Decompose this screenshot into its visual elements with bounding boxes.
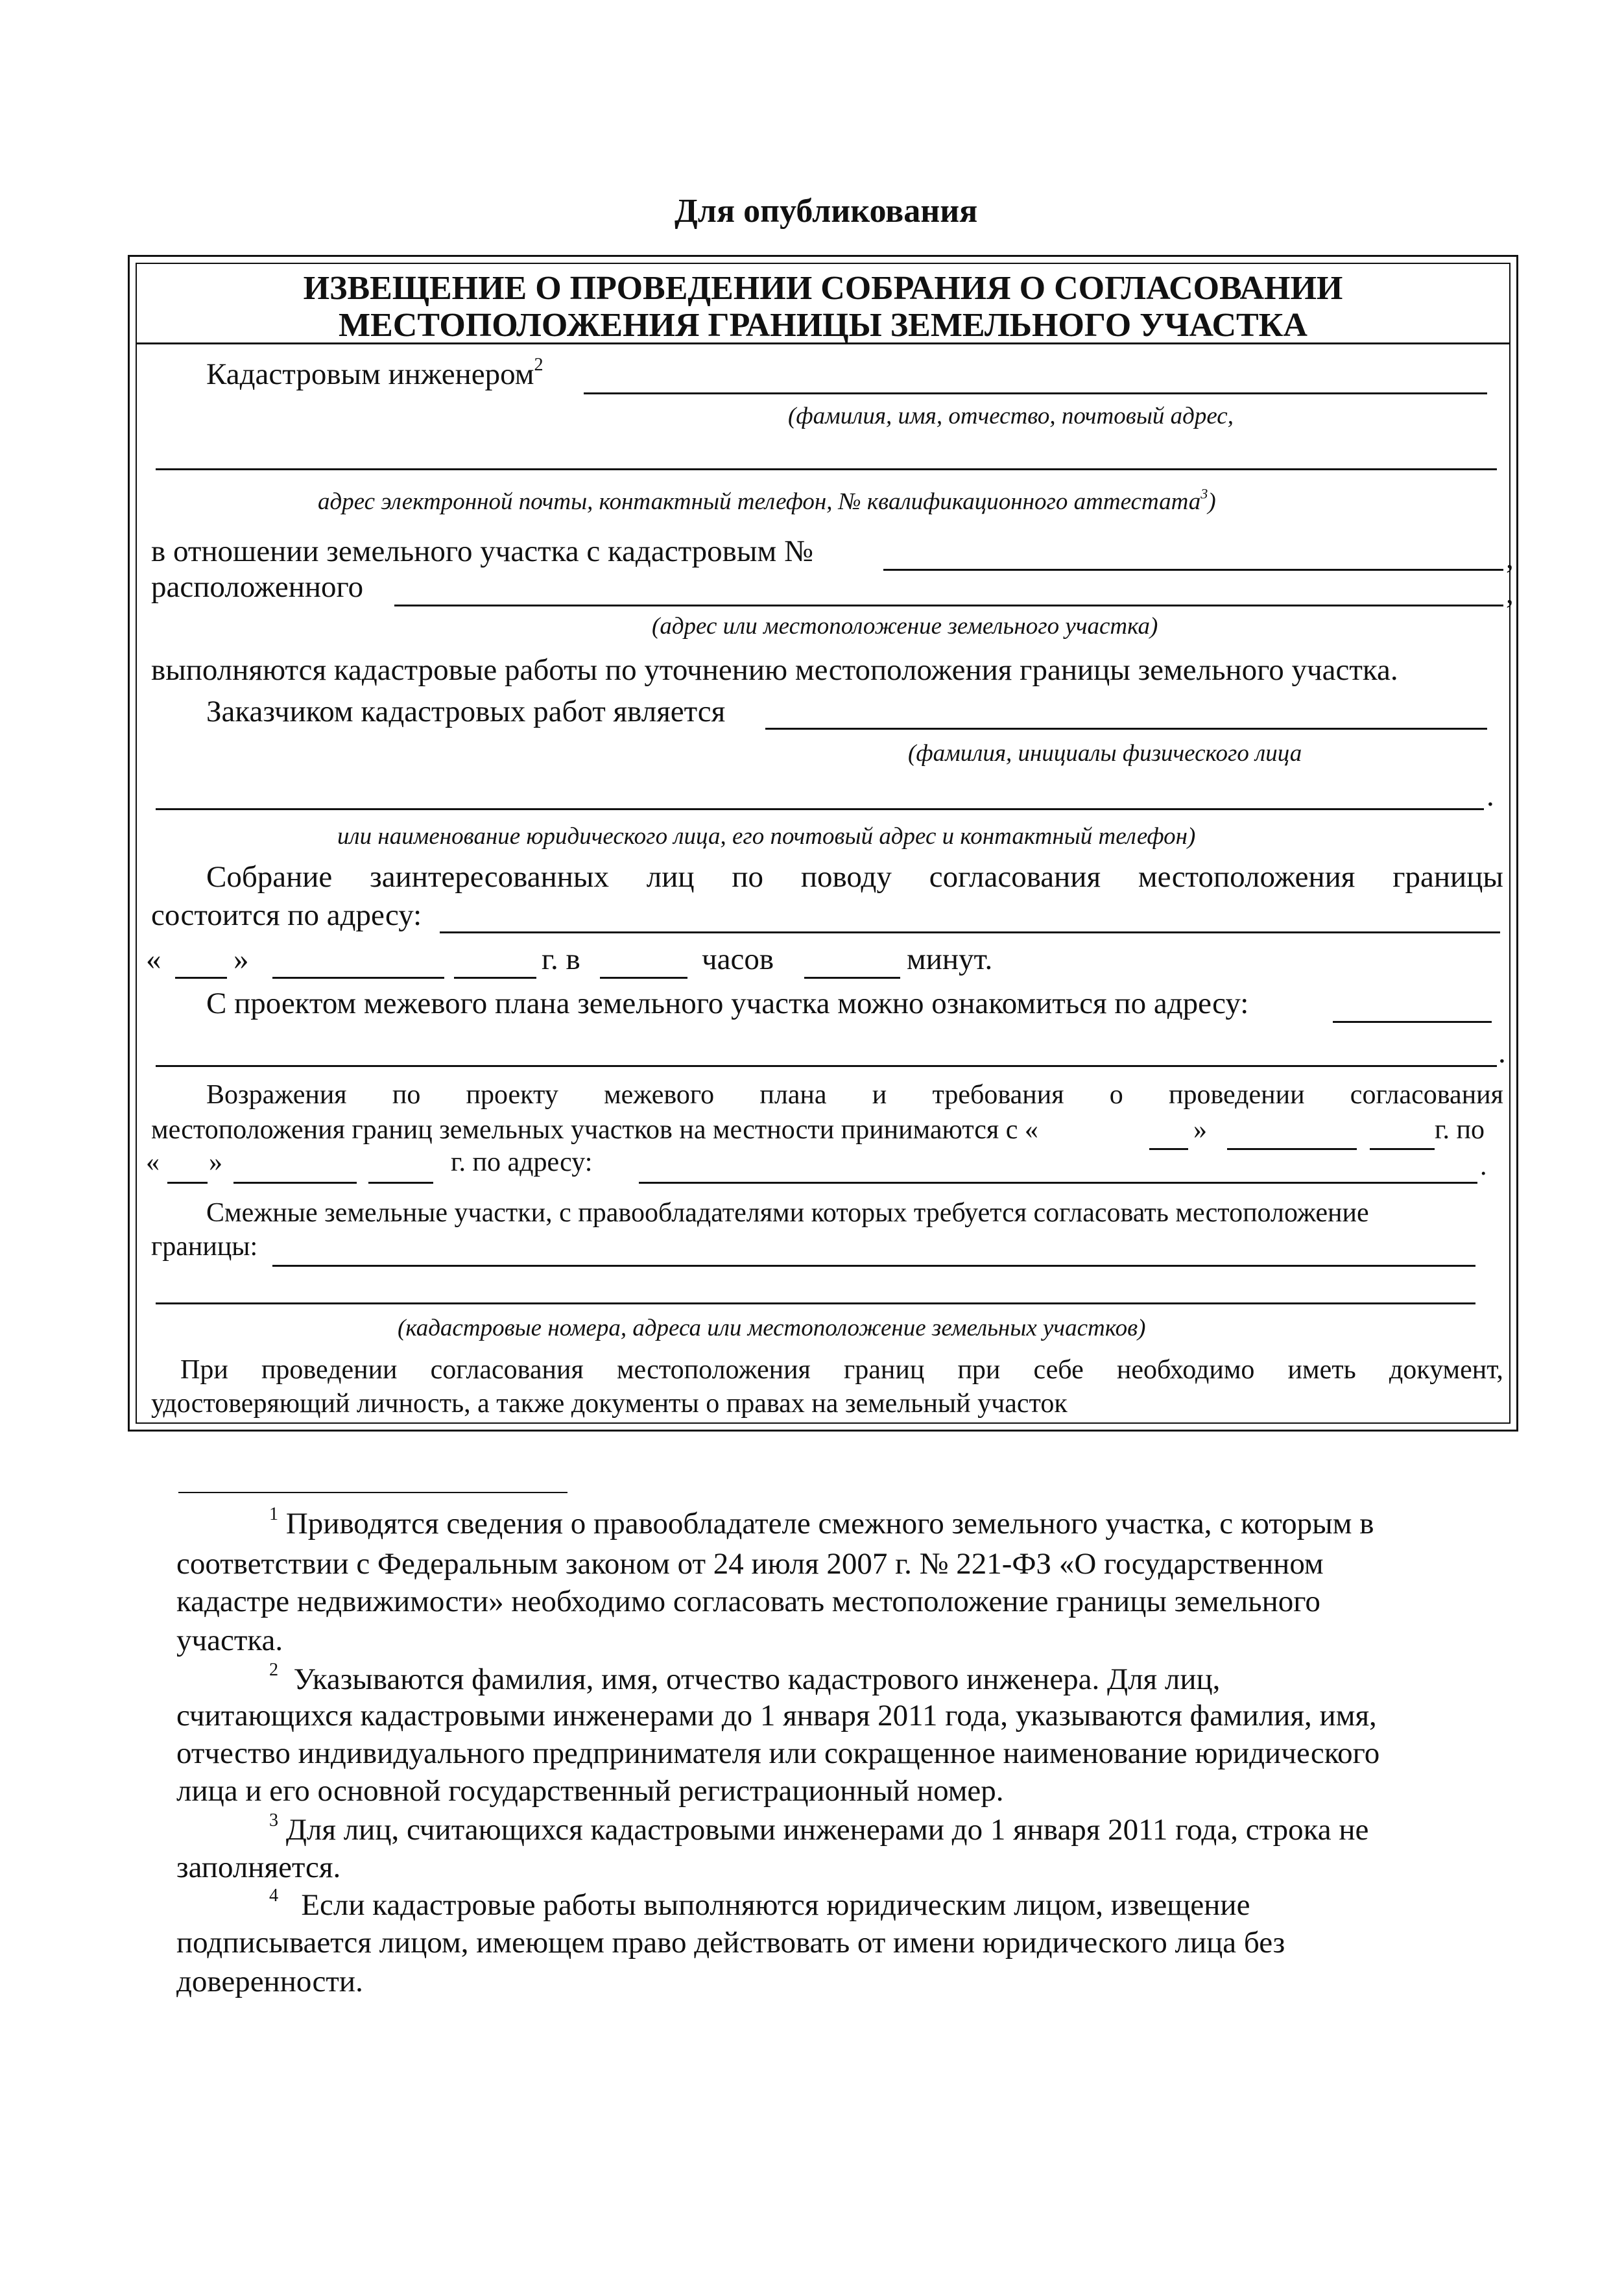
objections-end-open-quote: « <box>146 1147 160 1177</box>
objections-start-close-quote: » <box>1193 1115 1207 1145</box>
notice-title-line2: МЕСТОПОЛОЖЕНИЯ ГРАНИЦЫ ЗЕМЕЛЬНОГО УЧАСТКА <box>339 307 1308 344</box>
objections-start-day-field[interactable] <box>1149 1148 1188 1150</box>
footnote-3-line1: $^3$ Для лиц, считающихся кадастровыми инженерами до 1 января 2011 года, строка не <box>269 1810 1369 1847</box>
footnote-2-line2: считающихся кадастровыми инженерами до 1 января 2011 года, указываются фамилия, имя, <box>176 1699 1377 1732</box>
footnote-2-line4: лица и его основной государственный регистрационный номер. <box>176 1774 1004 1808</box>
footnote-1-line2: соответствии с Федеральным законом от 24 июля 2007 г. № 221-ФЗ «О государственном <box>176 1547 1324 1581</box>
customer-period: . <box>1487 779 1494 813</box>
minutes-label: минут. <box>907 942 993 976</box>
objections-address-label: г. по адресу: <box>451 1147 593 1177</box>
customer-hint2: или наименование юридического лица, его почтовый адрес и контактный телефон) <box>337 823 1196 850</box>
footnote-2-line3: отчество индивидуального предпринимателя или сокращенное наименование юридического <box>176 1736 1380 1770</box>
page-header: Для опубликования <box>675 193 978 230</box>
parcel-label: в отношении земельного участка с кадастровым № <box>151 534 813 568</box>
location-comma: , <box>1506 577 1514 610</box>
objections-start-month-field[interactable] <box>1227 1148 1357 1150</box>
project-address-field[interactable] <box>1333 1021 1492 1023</box>
adjacent-field[interactable] <box>272 1265 1475 1267</box>
year-suffix: г. в <box>542 942 580 976</box>
objections-line1: Возражения по проекту межевого плана и требования о проведении согласования <box>206 1080 1503 1110</box>
footnote-1-line1: $^1$ Приводятся сведения о правообладателе смежного земельного участка, с которым в <box>269 1504 1374 1541</box>
closing-line2: удостоверяющий личность, а также документы о правах на земельный участок <box>151 1389 1068 1419</box>
footnote-3-line2: заполняется. <box>176 1851 341 1884</box>
adjacent-label: границы: <box>151 1232 258 1262</box>
project-label: С проектом межевого плана земельного участка можно ознакомиться по адресу: <box>206 987 1249 1020</box>
adjacent-hint: (кадастровые номера, адреса или местоположение земельных участков) <box>398 1315 1146 1341</box>
adjacent-field2[interactable] <box>156 1302 1475 1304</box>
meeting-minutes-field[interactable] <box>804 977 900 979</box>
meeting-hours-field[interactable] <box>600 977 687 979</box>
date-close-quote: » <box>233 942 249 976</box>
adjacent-line1: Смежные земельные участки, с правообладателями которых требуется согласовать местоположение <box>206 1198 1369 1228</box>
engineer-label: Кадастровым инженером$^2$ <box>206 354 543 391</box>
closing-line1: При проведении согласования местоположения границ при себе необходимо иметь документ, <box>180 1355 1503 1385</box>
date-open-quote: « <box>146 942 161 976</box>
notice-title-line1: ИЗВЕЩЕНИЕ О ПРОВЕДЕНИИ СОБРАНИЯ О СОГЛАСОВАНИИ <box>303 270 1343 307</box>
engineer-field[interactable] <box>584 392 1487 394</box>
objections-period: . <box>1480 1151 1487 1181</box>
footnote-4-line1: $^4$ Если кадастровые работы выполняются юридическим лицом, извещение <box>269 1885 1250 1922</box>
meeting-address-label: состоится по адресу: <box>151 898 422 932</box>
customer-hint: (фамилия, инициалы физического лица <box>908 740 1302 767</box>
project-address-field2[interactable] <box>156 1065 1497 1067</box>
location-field[interactable] <box>394 605 1503 606</box>
customer-field[interactable] <box>765 728 1487 730</box>
footnote-1-line3: кадастре недвижимости» необходимо согласовать местоположение границы земельного <box>176 1585 1320 1618</box>
meeting-line1: Собрание заинтересованных лиц по поводу согласования местоположения границы <box>206 860 1503 894</box>
objections-end-month-field[interactable] <box>233 1182 357 1184</box>
customer-label: Заказчиком кадастровых работ является <box>206 695 726 728</box>
works-text: выполняются кадастровые работы по уточнению местоположения границы земельного участка. <box>151 653 1398 687</box>
meeting-address-field[interactable] <box>440 931 1500 933</box>
objections-g-po: г. по <box>1435 1115 1485 1145</box>
parcel-comma: , <box>1506 542 1514 575</box>
hours-label: часов <box>702 942 774 976</box>
footnote-separator <box>178 1492 567 1493</box>
engineer-hint2: адрес электронной почты, контактный телефон, № квалификационного аттестата$^3$) <box>318 485 1216 515</box>
located-label: расположенного <box>151 570 364 604</box>
footnote-4-line3: доверенности. <box>176 1965 363 1998</box>
project-period: . <box>1498 1036 1506 1070</box>
meeting-month-field[interactable] <box>272 977 444 979</box>
objections-end-day-field[interactable] <box>167 1182 208 1184</box>
footnote-1-line4: участка. <box>176 1624 283 1657</box>
engineer-address-field[interactable] <box>156 468 1497 470</box>
objections-line2: местоположения границ земельных участков на местности принимаются с « <box>151 1115 1038 1145</box>
meeting-year-field[interactable] <box>454 977 536 979</box>
objections-start-year-field[interactable] <box>1370 1148 1435 1150</box>
objections-end-year-field[interactable] <box>368 1182 433 1184</box>
footnote-4-line2: подписывается лицом, имеющем право действовать от имени юридического лица без <box>176 1926 1285 1960</box>
cadastral-number-field[interactable] <box>883 569 1503 571</box>
meeting-day-field[interactable] <box>175 977 227 979</box>
objections-end-close-quote: » <box>209 1147 222 1177</box>
customer-details-field[interactable] <box>156 808 1484 810</box>
engineer-hint: (фамилия, имя, отчество, почтовый адрес, <box>788 403 1234 429</box>
objections-address-field[interactable] <box>639 1182 1477 1184</box>
location-hint: (адрес или местоположение земельного участка) <box>652 613 1158 640</box>
footnote-2-line1: $^2$ Указываются фамилия, имя, отчество кадастрового инженера. Для лиц, <box>269 1659 1221 1696</box>
